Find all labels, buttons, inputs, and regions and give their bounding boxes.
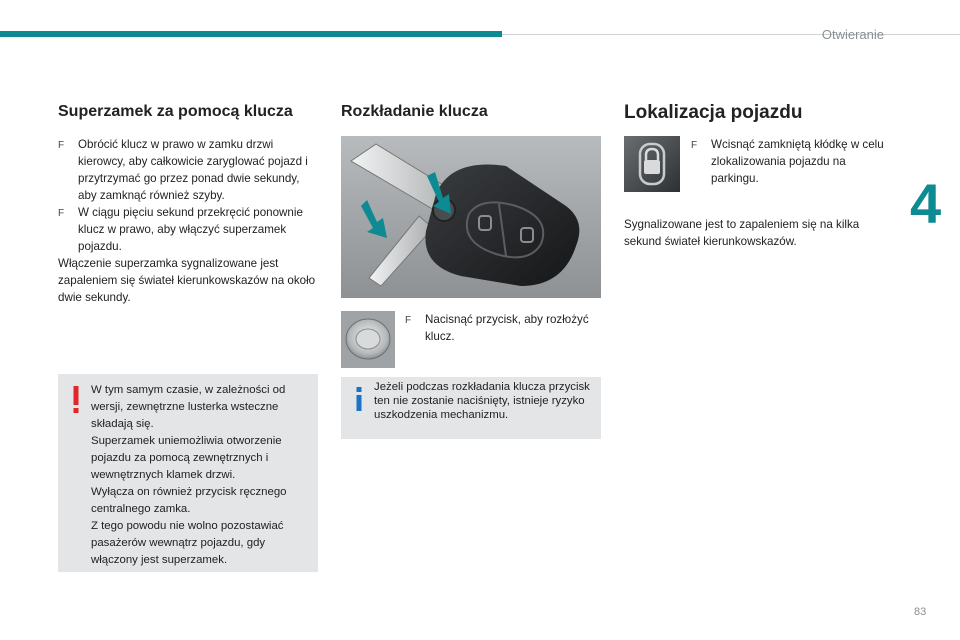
bullet-mark: F (58, 140, 65, 151)
padlock-icon (624, 136, 680, 192)
section-title-unfold-key: Rozkładanie klucza (341, 103, 488, 120)
bullet-mark: F (405, 315, 412, 326)
key-photo (341, 136, 601, 298)
list-item: F Obrócić klucz w prawo w zamku drzwi kierowcy, aby całkowicie zaryglować pojazd i przytrzymać go przez ponad dwie sekundy, aby zamknąć również szyby. (58, 138, 308, 202)
bullet-mark: F (691, 140, 698, 151)
locate-step (691, 136, 886, 187)
page-number: 83 (914, 606, 927, 618)
info-icon (353, 387, 365, 411)
header-rule (502, 34, 960, 35)
chapter-number: 4 (910, 172, 942, 235)
folding-key-illustration (341, 136, 601, 298)
locate-paragraph: Sygnalizowane jest to zapaleniem się na kilka sekund świateł kierunkowskazów. (624, 218, 860, 248)
list-item: F W ciągu pięciu sekund przekręcić ponownie klucz w prawo, aby włączyć superzamek pojazdu. (58, 206, 303, 253)
chapter-title: Otwieranie (821, 27, 884, 42)
info-box: Jeżeli podczas rozkładania klucza przycisk ten nie zostanie naciśnięty, istnieje ryzyko uszkodzenia mechanizmu. (341, 377, 601, 439)
list-item: F Wcisnąć zamkniętą kłódkę w celu zlokalizowania pojazdu na parkingu. (691, 138, 884, 185)
unfold-step (405, 311, 595, 345)
superlock-paragraph: Włączenie superzamka sygnalizowane jest zapaleniem się świateł kierunkowskazów na około dwie sekundy. (58, 257, 316, 304)
superlock-steps (58, 136, 316, 306)
unfold-button-thumbnail (341, 311, 395, 368)
list-item: F Nacisnąć przycisk, aby rozłożyć klucz. (405, 313, 589, 343)
exclamation-icon (70, 386, 82, 414)
lock-button-thumbnail (624, 136, 680, 192)
bullet-mark: F (58, 208, 65, 219)
header-accent-bar (0, 31, 502, 37)
section-title-locate-vehicle: Lokalizacja pojazdu (624, 102, 803, 123)
warning-box: W tym samym czasie, w zależności od wersji, zewnętrzne lusterka wsteczne składają się. Superzamek uniemożliwia otworzenie pojazdu za pomocą zewnętrznych i wewnętrznych klamek drzwi. Wyłącza on również przycisk ręcznego centralnego zamka. Z tego powodu nie wolno pozostawiać pasażerów wewnątrz pojazdu, gdy włączony jest superzamek. (58, 374, 318, 572)
section-title-superlock: Superzamek za pomocą klucza (58, 103, 293, 120)
key-button-icon (341, 311, 395, 368)
